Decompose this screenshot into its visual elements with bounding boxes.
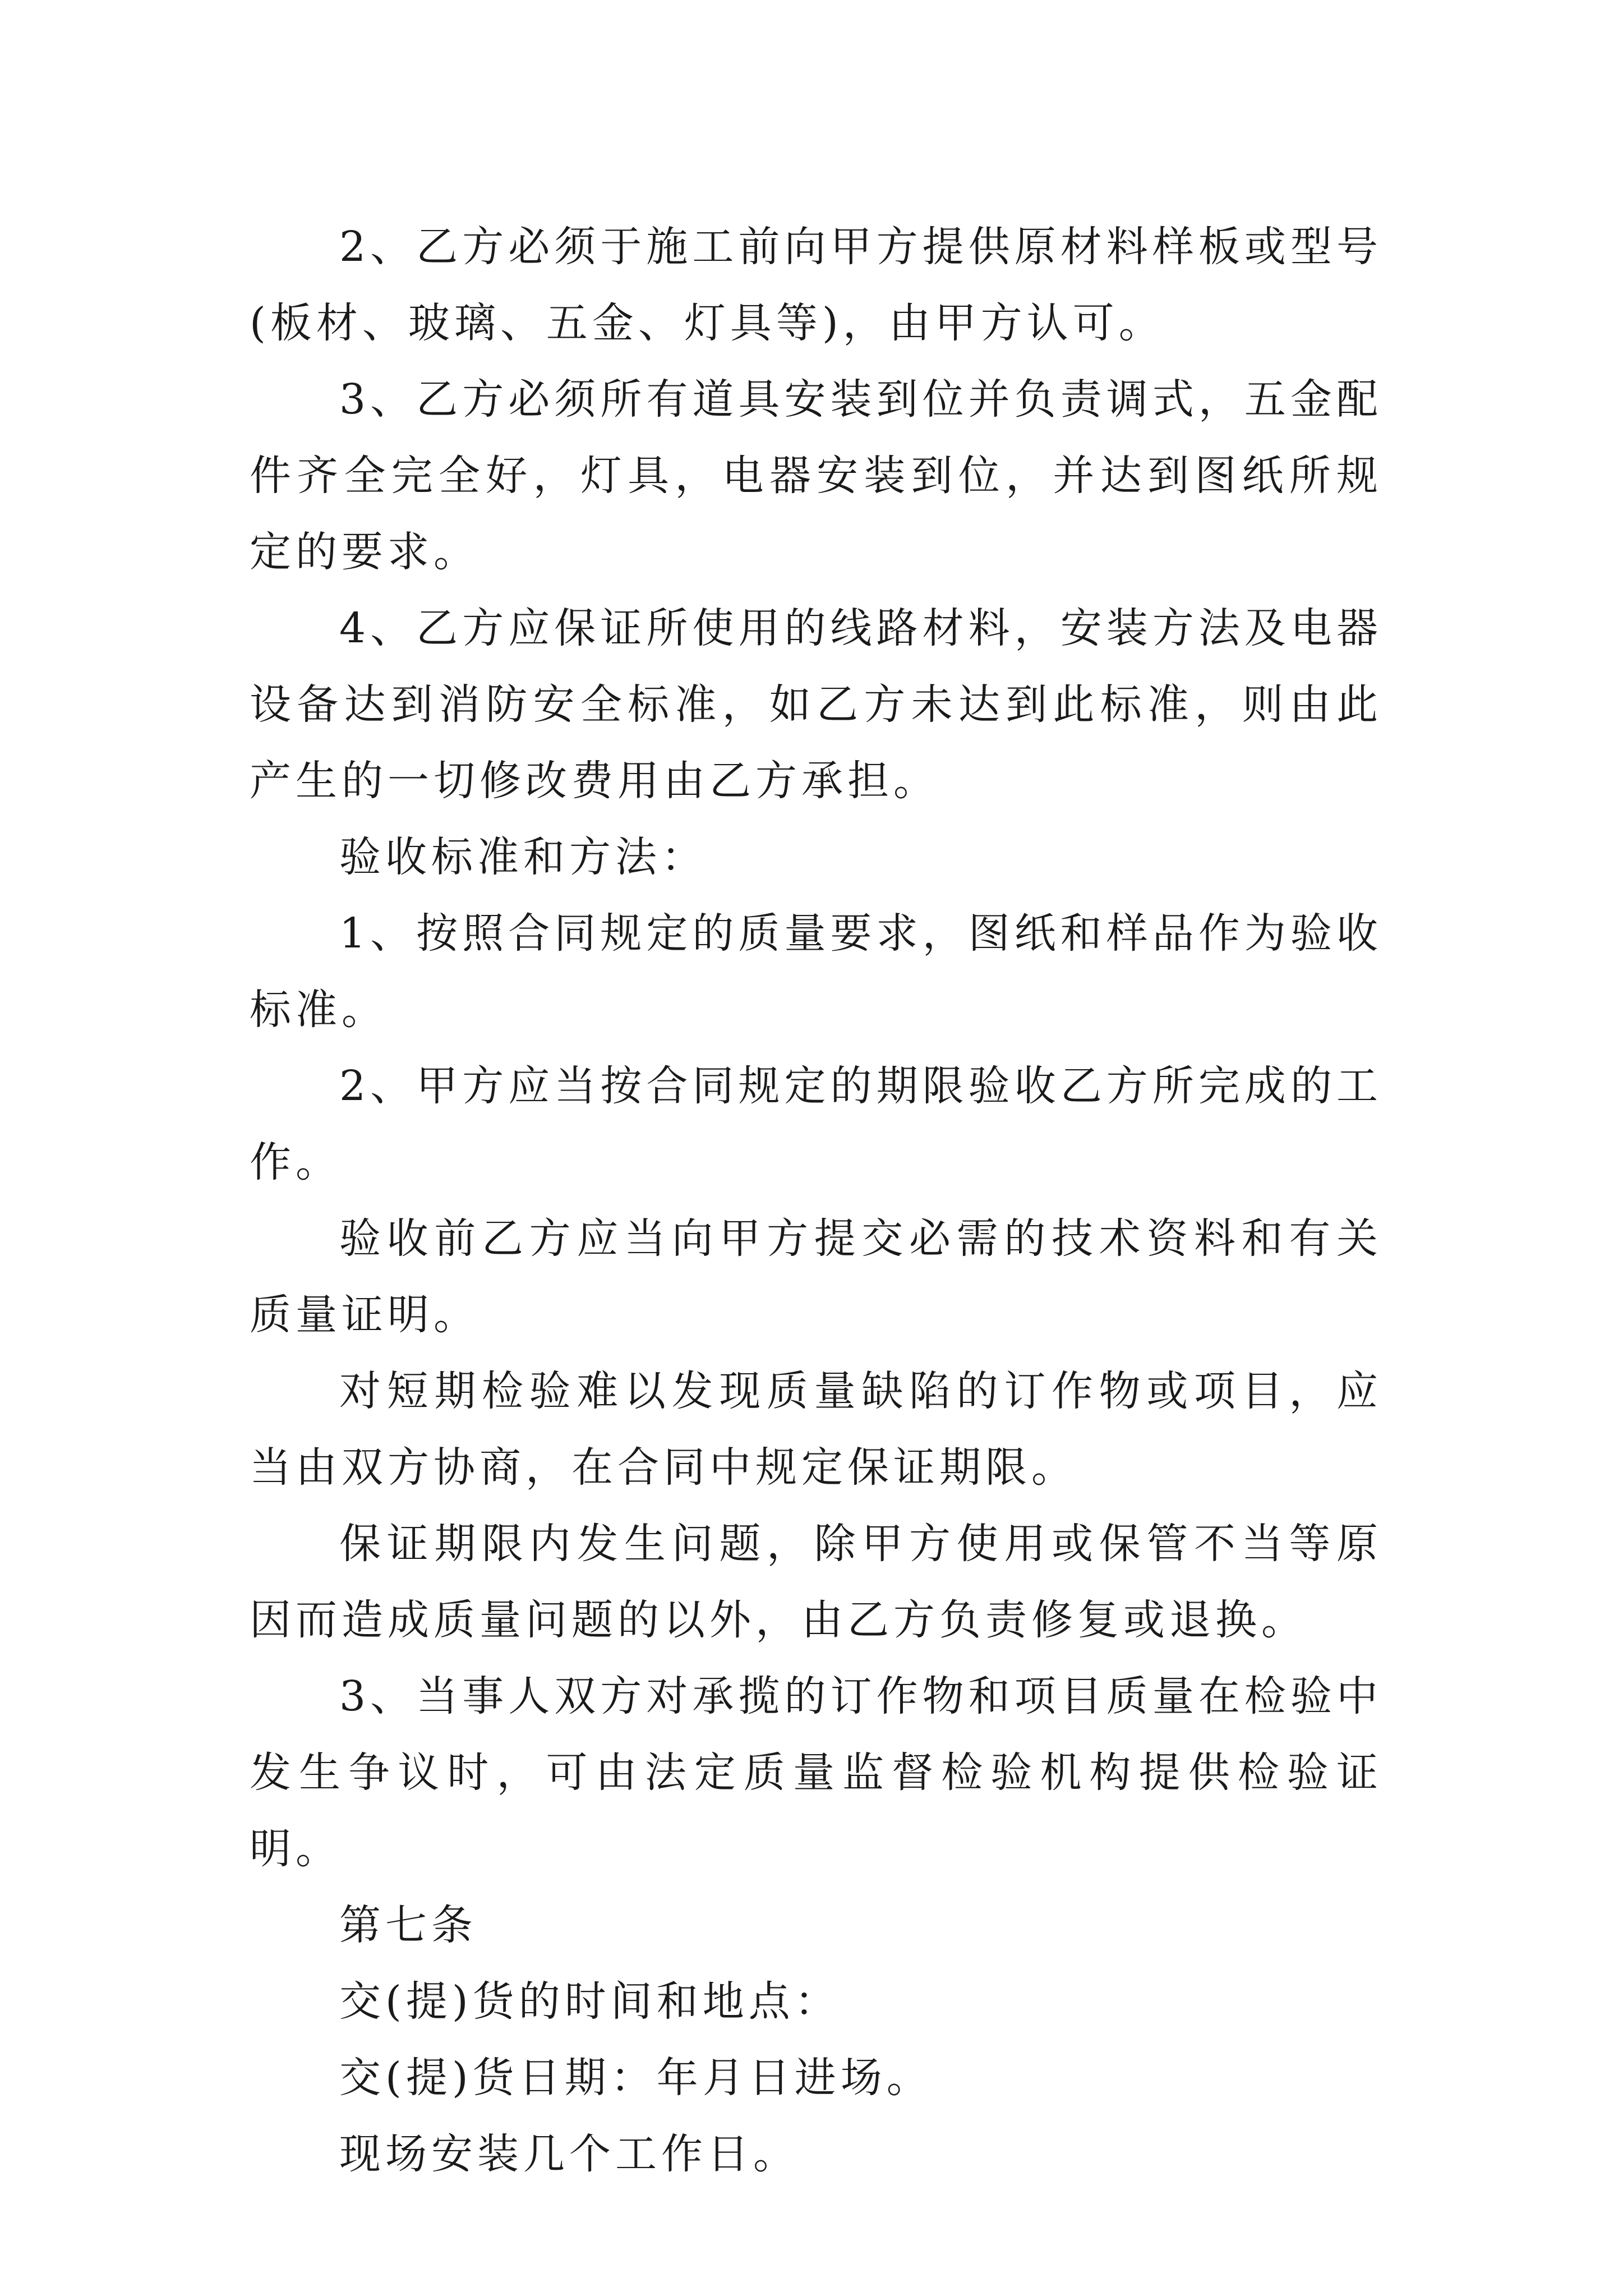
paragraph-7: 验收前乙方应当向甲方提交必需的技术资料和有关质量证明。	[250, 1214, 1382, 1339]
paragraph-6: 2、甲方应当按合同规定的期限验收乙方所完成的工作。	[250, 1062, 1382, 1186]
paragraph-8: 对短期检验难以发现质量缺陷的订作物或项目，应当由双方协商，在合同中规定保证期限。	[250, 1367, 1382, 1492]
paragraph-1: 2、乙方必须于施工前向甲方提供原材料样板或型号(板材、玻璃、五金、灯具等)，由甲方认可。	[250, 223, 1382, 347]
paragraph-12: 交(提)货的时间和地点：	[339, 1977, 841, 2026]
section-heading-acceptance: 验收标准和方法：	[339, 833, 707, 881]
paragraph-9: 保证期限内发生问题，除甲方使用或保管不当等原因而造成质量问题的以外，由乙方负责修复或退换。	[250, 1520, 1382, 1644]
paragraph-2: 3、乙方必须所有道具安装到位并负责调式，五金配件齐全完全好，灯具，电器安装到位，并达到图纸所规定的要求。	[250, 375, 1382, 576]
paragraph-14: 现场安装几个工作日。	[339, 2130, 799, 2178]
paragraph-3: 4、乙方应保证所使用的线路材料，安装方法及电器设备达到消防安全标准，如乙方未达到此标准，则由此产生的一切修改费用由乙方承担。	[250, 604, 1382, 805]
paragraph-10: 3、当事人双方对承揽的订作物和项目质量在检验中发生争议时，可由法定质量监督检验机构提供检验证明。	[250, 1672, 1382, 1873]
document-body	[250, 209, 1382, 2192]
paragraph-13: 交(提)货日期：年月日进场。	[339, 2054, 933, 2102]
article-heading: 第七条	[339, 1901, 477, 1949]
paragraph-5: 1、按照合同规定的质量要求，图纸和样品作为验收标准。	[250, 909, 1382, 1034]
